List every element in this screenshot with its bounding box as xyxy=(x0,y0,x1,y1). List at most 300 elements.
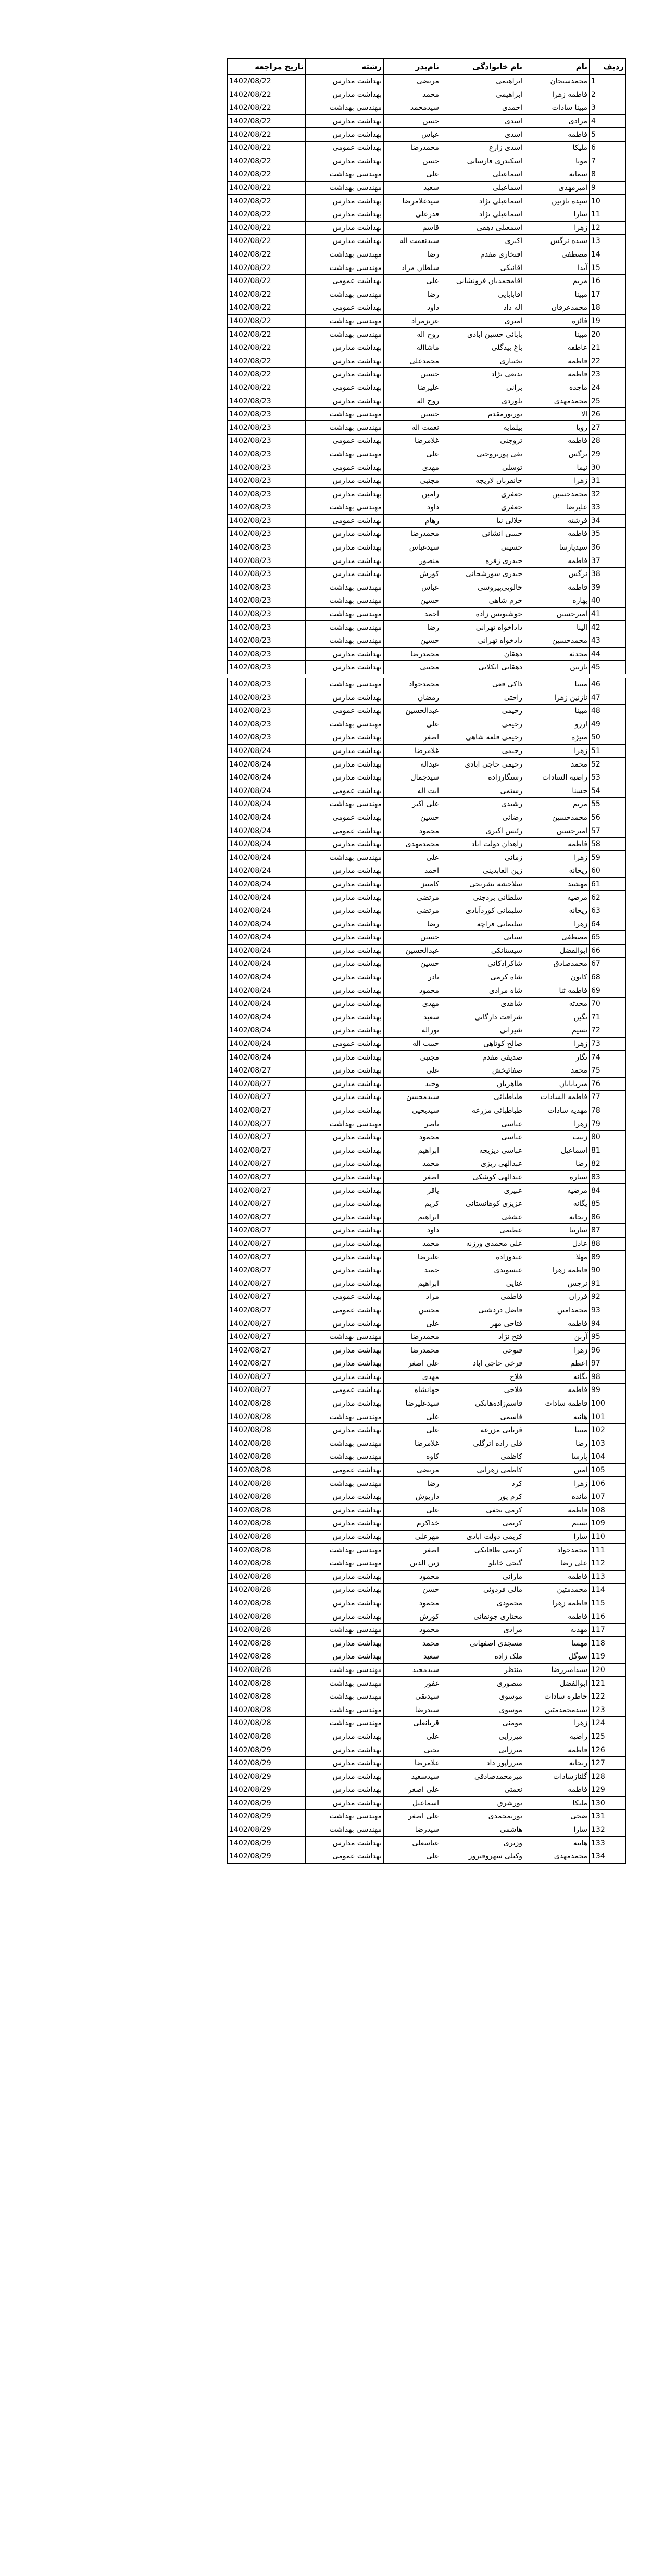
visit-date-cell: 1402/08/22 xyxy=(228,114,306,128)
first-name-cell: فاطمه xyxy=(524,354,590,368)
father-name-cell: مجتبی xyxy=(384,1051,441,1064)
field-cell: بهداشت مدارس xyxy=(306,1610,384,1624)
last-name-cell: طباطبائی xyxy=(441,1091,524,1104)
last-name-cell: وکیلی سهروفیروز xyxy=(441,1850,524,1863)
father-name-cell: غلامرضا xyxy=(384,1756,441,1770)
last-name-cell: بیلمایه xyxy=(441,421,524,435)
row-number-cell: 107 xyxy=(590,1490,626,1503)
first-name-cell: مریم xyxy=(524,274,590,288)
field-cell: مهندسی بهداشت xyxy=(306,407,384,421)
row-number-cell: 84 xyxy=(590,1184,626,1197)
field-cell: بهداشت مدارس xyxy=(306,731,384,745)
last-name-cell: دادخواه تهرانی xyxy=(441,634,524,647)
father-name-cell: سیدنعمت اله xyxy=(384,235,441,248)
table-row xyxy=(228,1237,626,1251)
field-cell: بهداشت عمومی xyxy=(306,1850,384,1863)
first-name-cell: عاطفه xyxy=(524,341,590,354)
father-name-cell: محمدرضا xyxy=(384,1330,441,1344)
table-row xyxy=(228,958,626,971)
table-row xyxy=(228,1024,626,1038)
table-row xyxy=(228,128,626,142)
visit-date-cell: 1402/08/22 xyxy=(228,261,306,275)
first-name-cell: مرضیه xyxy=(524,1184,590,1197)
row-number-cell: 71 xyxy=(590,1011,626,1024)
father-name-cell: نعمت اله xyxy=(384,421,441,435)
field-cell: مهندسی بهداشت xyxy=(306,181,384,195)
field-cell: بهداشت مدارس xyxy=(306,88,384,101)
row-number-cell: 46 xyxy=(590,678,626,691)
row-number-cell: 83 xyxy=(590,1170,626,1184)
row-number-cell: 79 xyxy=(590,1117,626,1131)
row-number-cell: 56 xyxy=(590,811,626,824)
first-name-cell: اعظم xyxy=(524,1357,590,1371)
table-row xyxy=(228,1584,626,1597)
table-row xyxy=(228,931,626,945)
visit-date-cell: 1402/08/24 xyxy=(228,971,306,984)
first-name-cell: مرادی xyxy=(524,114,590,128)
field-cell: مهندسی بهداشت xyxy=(306,1663,384,1677)
table-row xyxy=(228,421,626,435)
visit-date-cell: 1402/08/24 xyxy=(228,931,306,945)
table-body xyxy=(228,75,626,1864)
first-name-cell: مریم xyxy=(524,798,590,811)
table-row xyxy=(228,678,626,691)
table-row xyxy=(228,744,626,758)
father-name-cell: مراد xyxy=(384,1291,441,1304)
last-name-cell: طباطبائی مزرعه xyxy=(441,1104,524,1117)
first-name-cell: مهدیه xyxy=(524,1623,590,1637)
table-row xyxy=(228,474,626,488)
father-name-cell: کامبیز xyxy=(384,877,441,891)
visit-date-cell: 1402/08/24 xyxy=(228,984,306,998)
visit-date-cell: 1402/08/27 xyxy=(228,1370,306,1384)
field-cell: مهندسی بهداشت xyxy=(306,261,384,275)
visit-date-cell: 1402/08/27 xyxy=(228,1210,306,1224)
visit-date-cell: 1402/08/24 xyxy=(228,1011,306,1024)
first-name-cell: نازنین xyxy=(524,661,590,674)
field-cell: بهداشت مدارس xyxy=(306,75,384,88)
row-number-cell: 7 xyxy=(590,155,626,168)
father-name-cell: علی xyxy=(384,851,441,864)
visit-date-cell: 1402/08/23 xyxy=(228,718,306,731)
header-row-number: ردیف xyxy=(590,59,626,75)
table-row xyxy=(228,1370,626,1384)
row-number-cell: 32 xyxy=(590,488,626,501)
field-cell: بهداشت مدارس xyxy=(306,691,384,705)
field-cell: بهداشت مدارس xyxy=(306,1397,384,1410)
visit-date-cell: 1402/08/23 xyxy=(228,501,306,515)
last-name-cell: اله داد xyxy=(441,301,524,315)
table-row xyxy=(228,1650,626,1664)
table-row xyxy=(228,528,626,541)
father-name-cell: مهدی xyxy=(384,461,441,475)
visit-date-cell: 1402/08/29 xyxy=(228,1837,306,1850)
last-name-cell: عظیمی xyxy=(441,1224,524,1238)
father-name-cell: محسن xyxy=(384,1304,441,1317)
row-number-cell: 60 xyxy=(590,864,626,878)
field-cell: مهندسی بهداشت xyxy=(306,101,384,115)
first-name-cell: مبینا xyxy=(524,678,590,691)
first-name-cell: مبینا xyxy=(524,328,590,341)
visit-date-cell: 1402/08/23 xyxy=(228,474,306,488)
first-name-cell: گلنازسادات xyxy=(524,1770,590,1783)
visit-date-cell: 1402/08/22 xyxy=(228,248,306,261)
table-row xyxy=(228,1011,626,1024)
row-number-cell: 105 xyxy=(590,1463,626,1477)
row-number-cell: 48 xyxy=(590,704,626,718)
last-name-cell: تقی پوربروجنی xyxy=(441,448,524,461)
father-name-cell: مرتضی xyxy=(384,75,441,88)
header-row xyxy=(228,59,626,75)
table-row xyxy=(228,1423,626,1437)
row-number-cell: 55 xyxy=(590,798,626,811)
field-cell: بهداشت مدارس xyxy=(306,1130,384,1144)
father-name-cell: سیدتقی xyxy=(384,1690,441,1703)
table-row xyxy=(228,864,626,878)
father-name-cell: رضا xyxy=(384,917,441,931)
father-name-cell: علی xyxy=(384,274,441,288)
father-name-cell: حسین xyxy=(384,811,441,824)
row-number-cell: 42 xyxy=(590,621,626,634)
table-row xyxy=(228,1463,626,1477)
row-number-cell: 43 xyxy=(590,634,626,647)
father-name-cell: مهدی xyxy=(384,997,441,1011)
visit-date-cell: 1402/08/28 xyxy=(228,1597,306,1610)
field-cell: بهداشت عمومی xyxy=(306,435,384,448)
table-row xyxy=(228,1117,626,1131)
father-name-cell: علی xyxy=(384,1423,441,1437)
table-row xyxy=(228,704,626,718)
field-cell: مهندسی بهداشت xyxy=(306,1823,384,1837)
field-cell: بهداشت عمومی xyxy=(306,1384,384,1397)
last-name-cell: مالی فردوئی xyxy=(441,1584,524,1597)
visit-date-cell: 1402/08/24 xyxy=(228,891,306,904)
table-row xyxy=(228,1637,626,1650)
visit-date-cell: 1402/08/24 xyxy=(228,798,306,811)
table-row xyxy=(228,341,626,354)
father-name-cell: یاقر xyxy=(384,1184,441,1197)
first-name-cell: زهرا xyxy=(524,474,590,488)
father-name-cell: حسن xyxy=(384,155,441,168)
table-row xyxy=(228,771,626,784)
field-cell: مهندسی بهداشت xyxy=(306,1690,384,1703)
field-cell: بهداشت مدارس xyxy=(306,1264,384,1277)
row-number-cell: 70 xyxy=(590,997,626,1011)
first-name-cell: ماجده xyxy=(524,381,590,394)
field-cell: مهندسی بهداشت xyxy=(306,168,384,182)
last-name-cell: رستگارزاده xyxy=(441,771,524,784)
father-name-cell: علی xyxy=(384,1730,441,1743)
row-number-cell: 62 xyxy=(590,891,626,904)
header-visit-date: تاریخ مراجعه xyxy=(228,59,306,75)
row-number-cell: 80 xyxy=(590,1130,626,1144)
table-row xyxy=(228,1170,626,1184)
field-cell: بهداشت مدارس xyxy=(306,554,384,568)
last-name-cell: رحیمی xyxy=(441,704,524,718)
field-cell: بهداشت مدارس xyxy=(306,971,384,984)
first-name-cell: الینا xyxy=(524,621,590,634)
first-name-cell: مصطفی xyxy=(524,248,590,261)
first-name-cell: سیدامیررضا xyxy=(524,1663,590,1677)
last-name-cell: منصوری xyxy=(441,1677,524,1690)
first-name-cell: محمدمتین xyxy=(524,1584,590,1597)
last-name-cell: سلیمانی کوردآبادی xyxy=(441,904,524,917)
field-cell: مهندسی بهداشت xyxy=(306,1544,384,1557)
row-number-cell: 88 xyxy=(590,1237,626,1251)
row-number-cell: 87 xyxy=(590,1224,626,1238)
data-table xyxy=(227,58,626,1864)
first-name-cell: آیدا xyxy=(524,261,590,275)
last-name-cell: شاه کرمی xyxy=(441,971,524,984)
last-name-cell: کاظمی زهرانی xyxy=(441,1463,524,1477)
field-cell: بهداشت مدارس xyxy=(306,368,384,381)
first-name-cell: مهسا xyxy=(524,1637,590,1650)
visit-date-cell: 1402/08/29 xyxy=(228,1850,306,1863)
visit-date-cell: 1402/08/28 xyxy=(228,1557,306,1570)
father-name-cell: رضا xyxy=(384,1477,441,1490)
last-name-cell: کاظمی xyxy=(441,1450,524,1464)
row-number-cell: 76 xyxy=(590,1077,626,1091)
last-name-cell: تروجنی xyxy=(441,435,524,448)
table-row xyxy=(228,541,626,554)
row-number-cell: 110 xyxy=(590,1530,626,1544)
visit-date-cell: 1402/08/23 xyxy=(228,448,306,461)
first-name-cell: نسیم xyxy=(524,1517,590,1531)
last-name-cell: برانی xyxy=(441,381,524,394)
field-cell: بهداشت عمومی xyxy=(306,274,384,288)
first-name-cell: ابوالفضل xyxy=(524,1677,590,1690)
father-name-cell: علی xyxy=(384,718,441,731)
table-row xyxy=(228,1064,626,1077)
table-row xyxy=(228,514,626,528)
father-name-cell: قاسم xyxy=(384,221,441,235)
field-cell: بهداشت مدارس xyxy=(306,1210,384,1224)
visit-date-cell: 1402/08/22 xyxy=(228,101,306,115)
field-cell: بهداشت عمومی xyxy=(306,1463,384,1477)
visit-date-cell: 1402/08/23 xyxy=(228,634,306,647)
first-name-cell: میربابایان xyxy=(524,1077,590,1091)
field-cell: مهندسی بهداشت xyxy=(306,1810,384,1823)
last-name-cell: اسدی زارع xyxy=(441,141,524,155)
visit-date-cell: 1402/08/23 xyxy=(228,594,306,608)
field-cell: بهداشت مدارس xyxy=(306,474,384,488)
first-name-cell: ضحی xyxy=(524,1810,590,1823)
table-row xyxy=(228,461,626,475)
visit-date-cell: 1402/08/28 xyxy=(228,1690,306,1703)
father-name-cell: علی xyxy=(384,1503,441,1517)
father-name-cell: محمود xyxy=(384,1130,441,1144)
father-name-cell: علیرضا xyxy=(384,381,441,394)
father-name-cell: اصغر xyxy=(384,1544,441,1557)
father-name-cell: کورش xyxy=(384,1610,441,1624)
table-row xyxy=(228,1051,626,1064)
row-number-cell: 44 xyxy=(590,647,626,661)
table-row xyxy=(228,1837,626,1850)
field-cell: بهداشت مدارس xyxy=(306,1743,384,1757)
father-name-cell: علی اصغر xyxy=(384,1783,441,1797)
table-row xyxy=(228,1557,626,1570)
father-name-cell: روح اله xyxy=(384,328,441,341)
first-name-cell: فاطمه xyxy=(524,1783,590,1797)
table-row xyxy=(228,1756,626,1770)
last-name-cell: مارانی xyxy=(441,1570,524,1584)
father-name-cell: داود xyxy=(384,501,441,515)
visit-date-cell: 1402/08/28 xyxy=(228,1410,306,1424)
last-name-cell: طاهریان xyxy=(441,1077,524,1091)
field-cell: بهداشت مدارس xyxy=(306,1730,384,1743)
last-name-cell: فلاحی xyxy=(441,1384,524,1397)
row-number-cell: 38 xyxy=(590,567,626,581)
field-cell: بهداشت مدارس xyxy=(306,917,384,931)
visit-date-cell: 1402/08/22 xyxy=(228,301,306,315)
table-row xyxy=(228,1330,626,1344)
last-name-cell: مرادی xyxy=(441,1623,524,1637)
row-number-cell: 108 xyxy=(590,1503,626,1517)
table-row xyxy=(228,1810,626,1823)
row-number-cell: 2 xyxy=(590,88,626,101)
last-name-cell: وزیری xyxy=(441,1837,524,1850)
last-name-cell: سیستانکی xyxy=(441,944,524,958)
row-number-cell: 15 xyxy=(590,261,626,275)
row-number-cell: 96 xyxy=(590,1344,626,1357)
row-number-cell: 51 xyxy=(590,744,626,758)
father-name-cell: محمود xyxy=(384,824,441,838)
visit-date-cell: 1402/08/29 xyxy=(228,1783,306,1797)
first-name-cell: زهرا xyxy=(524,851,590,864)
header-first-name: نام xyxy=(524,59,590,75)
row-number-cell: 29 xyxy=(590,448,626,461)
first-name-cell: مبینا xyxy=(524,1423,590,1437)
first-name-cell: خاطره سادات xyxy=(524,1690,590,1703)
table-row xyxy=(228,435,626,448)
visit-date-cell: 1402/08/28 xyxy=(228,1677,306,1690)
table-row xyxy=(228,1317,626,1331)
first-name-cell: علی رضا xyxy=(524,1557,590,1570)
first-name-cell: حسنا xyxy=(524,784,590,798)
first-name-cell: نیما xyxy=(524,461,590,475)
father-name-cell: عباسعلی xyxy=(384,1837,441,1850)
first-name-cell: ریحانه xyxy=(524,1210,590,1224)
last-name-cell: ذاکی فعی xyxy=(441,678,524,691)
first-name-cell: ریحانه xyxy=(524,1756,590,1770)
first-name-cell: ملیکا xyxy=(524,1796,590,1810)
table-row xyxy=(228,407,626,421)
table-row xyxy=(228,1490,626,1503)
field-cell: بهداشت مدارس xyxy=(306,1104,384,1117)
table-row xyxy=(228,1597,626,1610)
field-cell: بهداشت مدارس xyxy=(306,758,384,771)
table-row xyxy=(228,718,626,731)
father-name-cell: ماشااله xyxy=(384,341,441,354)
row-number-cell: 119 xyxy=(590,1650,626,1664)
field-cell: بهداشت مدارس xyxy=(306,647,384,661)
field-cell: مهندسی بهداشت xyxy=(306,1703,384,1717)
father-name-cell: محمد xyxy=(384,88,441,101)
table-row xyxy=(228,1717,626,1730)
first-name-cell: محمدمهدی xyxy=(524,1850,590,1863)
visit-date-cell: 1402/08/22 xyxy=(228,328,306,341)
row-number-cell: 82 xyxy=(590,1157,626,1171)
father-name-cell: سلطان مراد xyxy=(384,261,441,275)
field-cell: بهداشت مدارس xyxy=(306,488,384,501)
table-row xyxy=(228,1397,626,1410)
father-name-cell: احمد xyxy=(384,607,441,621)
first-name-cell: زهرا xyxy=(524,1717,590,1730)
table-row xyxy=(228,917,626,931)
field-cell: بهداشت مدارس xyxy=(306,997,384,1011)
last-name-cell: عبدالهی ریزی xyxy=(441,1157,524,1171)
table-row xyxy=(228,114,626,128)
row-number-cell: 66 xyxy=(590,944,626,958)
table-row xyxy=(228,1277,626,1291)
visit-date-cell: 1402/08/23 xyxy=(228,704,306,718)
table-row xyxy=(228,1730,626,1743)
row-number-cell: 103 xyxy=(590,1437,626,1450)
last-name-cell: هاشمی xyxy=(441,1823,524,1837)
table-row xyxy=(228,944,626,958)
header-father-name: نام‌پدر xyxy=(384,59,441,75)
first-name-cell: محمدمهدی xyxy=(524,394,590,408)
field-cell: بهداشت مدارس xyxy=(306,1064,384,1077)
table-row xyxy=(228,274,626,288)
table-row xyxy=(228,1077,626,1091)
last-name-cell: فرخی حاجی اباد xyxy=(441,1357,524,1371)
field-cell: مهندسی بهداشت xyxy=(306,718,384,731)
row-number-cell: 131 xyxy=(590,1810,626,1823)
field-cell: بهداشت مدارس xyxy=(306,1570,384,1584)
row-number-cell: 132 xyxy=(590,1823,626,1837)
first-name-cell: زینب xyxy=(524,1130,590,1144)
father-name-cell: سیدرضا xyxy=(384,1823,441,1837)
last-name-cell: رشیدی xyxy=(441,798,524,811)
last-name-cell: اسماعیلی xyxy=(441,181,524,195)
father-name-cell: حسین xyxy=(384,594,441,608)
row-number-cell: 33 xyxy=(590,501,626,515)
field-cell: بهداشت مدارس xyxy=(306,1144,384,1157)
last-name-cell: باغ بیدگلی xyxy=(441,341,524,354)
first-name-cell: نازنین زهرا xyxy=(524,691,590,705)
first-name-cell: فاطمه xyxy=(524,1743,590,1757)
father-name-cell: مهرعلی xyxy=(384,1530,441,1544)
first-name-cell: فاطمه xyxy=(524,1317,590,1331)
visit-date-cell: 1402/08/23 xyxy=(228,528,306,541)
table-row xyxy=(228,661,626,674)
father-name-cell: علی اصغر xyxy=(384,1357,441,1371)
field-cell: بهداشت مدارس xyxy=(306,221,384,235)
visit-date-cell: 1402/08/28 xyxy=(228,1397,306,1410)
visit-date-cell: 1402/08/24 xyxy=(228,851,306,864)
father-name-cell: حسین xyxy=(384,368,441,381)
last-name-cell: اقانیکی xyxy=(441,261,524,275)
last-name-cell: میرمحمدصادقی xyxy=(441,1770,524,1783)
visit-date-cell: 1402/08/23 xyxy=(228,435,306,448)
visit-date-cell: 1402/08/27 xyxy=(228,1264,306,1277)
field-cell: بهداشت مدارس xyxy=(306,208,384,221)
father-name-cell: سیدعباس xyxy=(384,541,441,554)
visit-date-cell: 1402/08/28 xyxy=(228,1437,306,1450)
visit-date-cell: 1402/08/24 xyxy=(228,771,306,784)
first-name-cell: الا xyxy=(524,407,590,421)
visit-date-cell: 1402/08/27 xyxy=(228,1330,306,1344)
visit-date-cell: 1402/08/22 xyxy=(228,181,306,195)
table-row xyxy=(228,141,626,155)
last-name-cell: راحتی xyxy=(441,691,524,705)
row-number-cell: 11 xyxy=(590,208,626,221)
table-row xyxy=(228,1184,626,1197)
field-cell: مهندسی بهداشت xyxy=(306,1677,384,1690)
field-cell: بهداشت مدارس xyxy=(306,1277,384,1291)
father-name-cell: عباس xyxy=(384,128,441,142)
